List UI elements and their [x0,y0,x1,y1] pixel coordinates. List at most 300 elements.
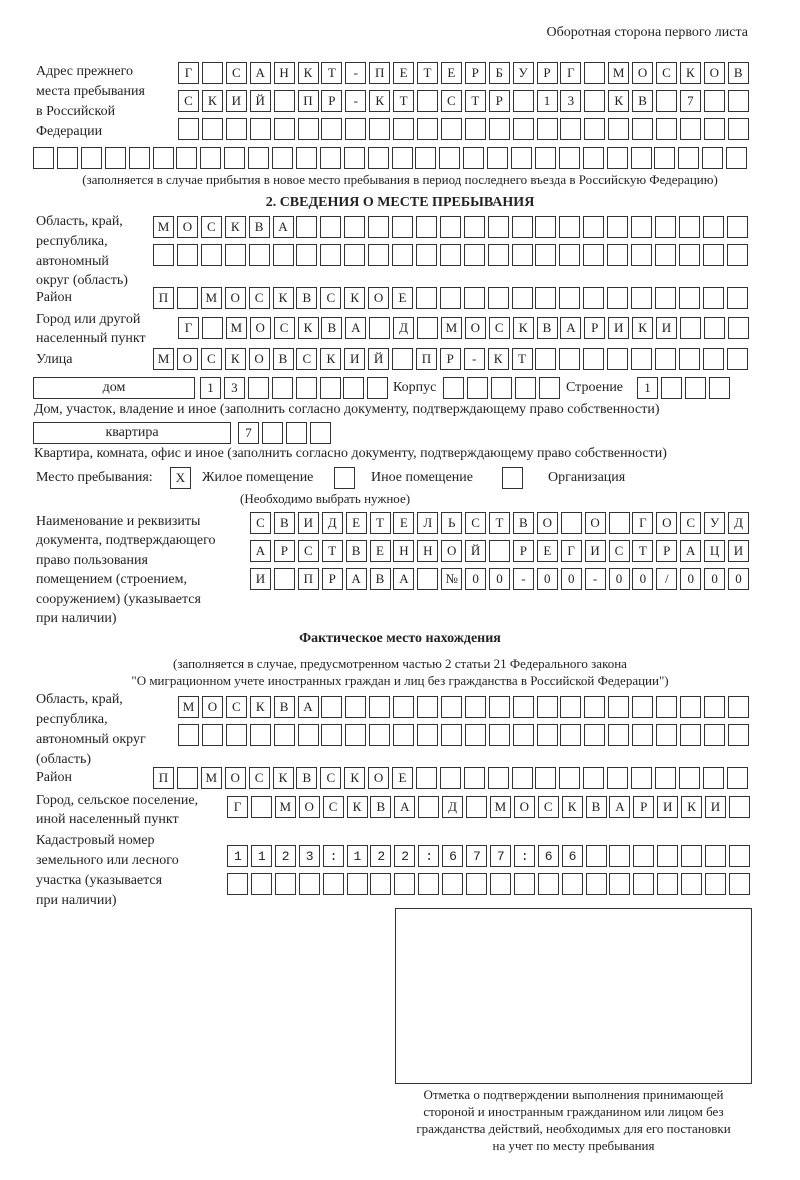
form-cell[interactable] [392,147,413,169]
form-cell[interactable]: И [585,540,606,562]
form-cell[interactable]: О [441,540,462,562]
form-cell[interactable] [537,696,558,718]
form-cell[interactable]: М [275,796,296,818]
form-cell[interactable] [728,90,749,112]
form-cell[interactable] [440,216,461,238]
form-cell[interactable]: Р [633,796,654,818]
form-cell[interactable]: М [153,348,174,370]
form-cell[interactable]: С [680,512,701,534]
form-cell[interactable]: С [226,696,247,718]
form-cell[interactable]: Т [512,348,533,370]
form-cell[interactable]: / [656,568,677,590]
form-cell[interactable] [729,845,750,867]
form-cell[interactable]: К [680,62,701,84]
form-cell[interactable] [299,873,320,895]
form-cell[interactable] [392,348,413,370]
form-cell[interactable] [323,873,344,895]
form-cell[interactable] [440,244,461,266]
form-cell[interactable]: С [296,348,317,370]
form-cell[interactable] [415,147,436,169]
form-cell[interactable] [537,724,558,746]
form-cell[interactable] [440,287,461,309]
form-cell[interactable] [176,147,197,169]
form-cell[interactable]: С [320,287,341,309]
form-cell[interactable] [702,147,723,169]
form-cell[interactable]: И [705,796,726,818]
form-cell[interactable]: С [656,62,677,84]
form-cell[interactable]: К [344,287,365,309]
form-cell[interactable] [320,377,341,399]
form-cell[interactable]: А [298,696,319,718]
form-cell[interactable]: С [489,317,510,339]
form-cell[interactable] [583,348,604,370]
form-cell[interactable]: Т [417,62,438,84]
form-cell[interactable]: 0 [489,568,510,590]
form-cell[interactable]: 0 [561,568,582,590]
form-cell[interactable] [609,873,630,895]
form-cell[interactable]: О [250,317,271,339]
form-cell[interactable] [464,244,485,266]
form-cell[interactable] [275,873,296,895]
form-cell[interactable] [539,377,560,399]
form-cell[interactable] [105,147,126,169]
form-cell[interactable]: С [323,796,344,818]
form-cell[interactable] [512,767,533,789]
form-cell[interactable]: К [347,796,368,818]
form-cell[interactable] [248,147,269,169]
form-cell[interactable]: 0 [465,568,486,590]
form-cell[interactable] [631,767,652,789]
form-cell[interactable]: В [370,568,391,590]
form-cell[interactable] [656,696,677,718]
form-cell[interactable]: Р [489,90,510,112]
form-cell[interactable] [562,873,583,895]
form-cell[interactable] [248,377,269,399]
form-cell[interactable]: Д [393,317,414,339]
form-cell[interactable]: Й [368,348,389,370]
form-cell[interactable] [538,845,559,867]
form-cell[interactable] [299,845,320,867]
form-cell[interactable] [631,147,652,169]
form-cell[interactable] [343,377,364,399]
form-cell[interactable] [703,767,724,789]
form-cell[interactable] [177,287,198,309]
form-cell[interactable]: П [416,348,437,370]
form-cell[interactable] [464,216,485,238]
form-cell[interactable] [559,767,580,789]
form-cell[interactable] [607,767,628,789]
form-cell[interactable] [393,696,414,718]
form-cell[interactable] [321,724,342,746]
form-cell[interactable] [466,796,487,818]
form-cell[interactable] [225,244,246,266]
form-cell[interactable]: В [321,317,342,339]
form-cell[interactable]: М [608,62,629,84]
form-cell[interactable] [369,317,390,339]
form-cell[interactable]: - [345,62,366,84]
form-cell[interactable] [251,796,272,818]
form-cell[interactable]: П [298,568,319,590]
form-cell[interactable] [417,724,438,746]
form-cell[interactable] [607,348,628,370]
form-cell[interactable] [368,147,389,169]
form-cell[interactable] [584,724,605,746]
form-cell[interactable] [511,147,532,169]
form-cell[interactable] [704,317,725,339]
form-cell[interactable]: С [609,540,630,562]
form-cell[interactable]: Б [489,62,510,84]
form-cell[interactable] [393,724,414,746]
form-cell[interactable]: К [250,696,271,718]
form-cell[interactable] [728,696,749,718]
form-cell[interactable]: Т [370,512,391,534]
form-cell[interactable] [464,767,485,789]
form-cell[interactable]: С [201,216,222,238]
form-cell[interactable] [272,377,293,399]
form-cell[interactable] [488,244,509,266]
form-cell[interactable]: М [178,696,199,718]
form-cell[interactable] [488,216,509,238]
form-cell[interactable] [417,696,438,718]
form-cell[interactable]: 7 [238,422,259,444]
form-cell[interactable]: Е [346,512,367,534]
form-cell[interactable]: А [394,796,415,818]
form-cell[interactable] [310,422,331,444]
form-cell[interactable] [727,287,748,309]
form-cell[interactable]: М [226,317,247,339]
form-cell[interactable] [262,422,283,444]
form-cell[interactable]: 3 [224,377,245,399]
form-cell[interactable]: О [537,512,558,534]
form-cell[interactable] [560,696,581,718]
form-cell[interactable] [490,845,511,867]
form-cell[interactable] [392,216,413,238]
form-cell[interactable] [679,287,700,309]
form-cell[interactable]: Й [250,90,271,112]
form-cell[interactable]: П [153,767,174,789]
form-cell[interactable]: И [226,90,247,112]
form-cell[interactable]: Е [392,287,413,309]
form-cell[interactable] [632,696,653,718]
form-cell[interactable]: В [537,317,558,339]
form-cell[interactable]: О [299,796,320,818]
form-cell[interactable] [535,147,556,169]
form-cell[interactable]: А [345,317,366,339]
form-cell[interactable] [298,724,319,746]
form-cell[interactable]: Д [728,512,749,534]
form-cell[interactable] [153,244,174,266]
form-cell[interactable] [633,845,654,867]
form-cell[interactable]: П [369,62,390,84]
form-cell[interactable] [704,724,725,746]
cadastral-row-1[interactable]: 1123:122:677:66 [227,845,593,867]
form-cell[interactable]: Т [465,90,486,112]
form-cell[interactable]: 1 [637,377,658,399]
form-cell[interactable] [586,873,607,895]
form-cell[interactable]: К [681,796,702,818]
form-cell[interactable] [679,767,700,789]
form-cell[interactable]: Т [322,540,343,562]
form-cell[interactable] [559,244,580,266]
form-cell[interactable]: 0 [632,568,653,590]
form-cell[interactable] [392,244,413,266]
form-cell[interactable] [129,147,150,169]
form-cell[interactable] [631,244,652,266]
form-cell[interactable]: И [657,796,678,818]
form-cell[interactable] [583,767,604,789]
form-cell[interactable]: 0 [728,568,749,590]
form-cell[interactable]: Г [561,540,582,562]
form-cell[interactable]: 1 [537,90,558,112]
form-cell[interactable] [685,377,706,399]
form-cell[interactable]: О [585,512,606,534]
form-cell[interactable]: Р [465,62,486,84]
form-cell[interactable] [467,377,488,399]
form-cell[interactable] [515,377,536,399]
form-cell[interactable] [703,244,724,266]
form-cell[interactable]: И [298,512,319,534]
form-cell[interactable] [680,317,701,339]
form-cell[interactable]: Е [392,767,413,789]
form-cell[interactable] [296,147,317,169]
form-cell[interactable]: В [274,512,295,534]
form-cell[interactable] [272,147,293,169]
form-cell[interactable] [583,287,604,309]
form-cell[interactable] [633,873,654,895]
form-cell[interactable]: Р [322,568,343,590]
form-cell[interactable] [227,873,248,895]
form-cell[interactable] [394,845,415,867]
form-cell[interactable] [559,147,580,169]
form-cell[interactable] [81,147,102,169]
form-cell[interactable]: 7 [680,90,701,112]
form-cell[interactable] [704,90,725,112]
form-cell[interactable]: Г [178,317,199,339]
form-cell[interactable]: К [225,348,246,370]
form-cell[interactable]: О [465,317,486,339]
form-cell[interactable] [729,873,750,895]
form-cell[interactable]: А [250,540,271,562]
form-cell[interactable] [727,216,748,238]
form-cell[interactable] [370,845,391,867]
form-cell[interactable]: Л [417,512,438,534]
form-cell[interactable] [583,216,604,238]
form-cell[interactable] [680,724,701,746]
form-cell[interactable] [727,244,748,266]
form-cell[interactable]: 0 [680,568,701,590]
form-cell[interactable] [681,873,702,895]
form-cell[interactable]: В [296,767,317,789]
form-cell[interactable]: А [346,568,367,590]
form-cell[interactable]: А [609,796,630,818]
form-cell[interactable]: М [441,317,462,339]
form-cell[interactable] [347,845,368,867]
form-cell[interactable]: С [298,540,319,562]
form-cell[interactable] [631,348,652,370]
form-cell[interactable] [345,724,366,746]
form-cell[interactable]: В [273,348,294,370]
form-cell[interactable] [369,696,390,718]
form-cell[interactable] [251,873,272,895]
form-cell[interactable]: Ц [704,540,725,562]
form-cell[interactable] [418,873,439,895]
form-cell[interactable] [274,90,295,112]
form-cell[interactable] [488,767,509,789]
form-cell[interactable] [535,287,556,309]
form-cell[interactable] [680,696,701,718]
form-cell[interactable] [489,540,510,562]
form-cell[interactable]: В [632,90,653,112]
form-cell[interactable] [274,724,295,746]
form-cell[interactable] [345,118,366,140]
form-cell[interactable] [679,244,700,266]
form-cell[interactable] [728,724,749,746]
form-cell[interactable] [489,696,510,718]
form-cell[interactable] [153,147,174,169]
form-cell[interactable] [535,348,556,370]
form-cell[interactable] [608,118,629,140]
form-cell[interactable]: Д [442,796,463,818]
form-cell[interactable]: Е [393,62,414,84]
option-checkbox-other-premises[interactable] [334,467,355,489]
form-cell[interactable] [655,348,676,370]
form-cell[interactable] [367,377,388,399]
form-cell[interactable] [512,244,533,266]
form-cell[interactable] [535,244,556,266]
form-cell[interactable] [656,724,677,746]
form-cell[interactable]: 0 [609,568,630,590]
form-cell[interactable] [561,512,582,534]
form-cell[interactable] [369,118,390,140]
form-cell[interactable]: А [560,317,581,339]
form-cell[interactable] [320,147,341,169]
form-cell[interactable]: Н [417,540,438,562]
form-cell[interactable] [227,845,248,867]
form-cell[interactable]: Е [393,512,414,534]
form-cell[interactable] [202,724,223,746]
form-cell[interactable] [463,147,484,169]
form-cell[interactable]: О [202,696,223,718]
form-cell[interactable]: В [728,62,749,84]
form-cell[interactable] [513,118,534,140]
form-cell[interactable]: Г [227,796,248,818]
form-cell[interactable]: К [513,317,534,339]
form-cell[interactable] [661,377,682,399]
form-cell[interactable] [323,845,344,867]
form-cell[interactable]: Т [393,90,414,112]
form-cell[interactable] [607,216,628,238]
form-cell[interactable] [439,147,460,169]
form-cell[interactable] [703,216,724,238]
form-cell[interactable]: Г [560,62,581,84]
form-cell[interactable]: - [513,568,534,590]
form-cell[interactable]: 3 [560,90,581,112]
form-cell[interactable] [560,724,581,746]
form-cell[interactable]: И [250,568,271,590]
form-cell[interactable]: М [201,767,222,789]
form-cell[interactable] [584,62,605,84]
form-cell[interactable] [609,845,630,867]
form-cell[interactable] [275,845,296,867]
form-cell[interactable] [489,118,510,140]
form-cell[interactable] [368,244,389,266]
form-cell[interactable] [249,244,270,266]
form-cell[interactable]: К [273,767,294,789]
form-cell[interactable] [513,90,534,112]
option-checkbox-organization[interactable] [502,467,523,489]
form-cell[interactable] [250,118,271,140]
form-cell[interactable] [347,873,368,895]
form-cell[interactable] [728,317,749,339]
form-cell[interactable]: К [369,90,390,112]
form-cell[interactable] [200,147,221,169]
form-cell[interactable]: 0 [704,568,725,590]
form-cell[interactable] [178,118,199,140]
form-cell[interactable] [466,845,487,867]
form-cell[interactable]: О [368,287,389,309]
form-cell[interactable] [607,147,628,169]
form-cell[interactable]: Р [656,540,677,562]
apartment-type-field[interactable]: квартира [33,422,231,444]
form-cell[interactable] [202,118,223,140]
form-cell[interactable]: К [562,796,583,818]
form-cell[interactable] [296,377,317,399]
form-cell[interactable] [417,118,438,140]
form-cell[interactable]: Р [440,348,461,370]
form-cell[interactable] [703,287,724,309]
form-cell[interactable] [487,147,508,169]
form-cell[interactable] [729,796,750,818]
form-cell[interactable]: С [249,767,270,789]
form-cell[interactable] [679,216,700,238]
form-cell[interactable] [538,873,559,895]
form-cell[interactable] [321,118,342,140]
form-cell[interactable]: В [513,512,534,534]
form-cell[interactable] [177,244,198,266]
form-cell[interactable] [608,696,629,718]
form-cell[interactable]: К [488,348,509,370]
form-cell[interactable]: В [274,696,295,718]
form-cell[interactable]: С [274,317,295,339]
form-cell[interactable] [177,767,198,789]
form-cell[interactable] [726,147,747,169]
form-cell[interactable] [655,244,676,266]
form-cell[interactable] [464,287,485,309]
form-cell[interactable] [418,845,439,867]
form-cell[interactable] [202,317,223,339]
option-checkbox-residential[interactable]: X [170,467,191,489]
form-cell[interactable]: У [704,512,725,534]
form-cell[interactable]: О [249,348,270,370]
form-cell[interactable] [512,216,533,238]
form-cell[interactable] [417,90,438,112]
form-cell[interactable]: С [538,796,559,818]
form-cell[interactable] [560,118,581,140]
form-cell[interactable]: В [249,216,270,238]
form-cell[interactable] [490,873,511,895]
form-cell[interactable] [368,216,389,238]
form-cell[interactable] [705,845,726,867]
form-cell[interactable]: Р [274,540,295,562]
form-cell[interactable]: Ь [441,512,462,534]
form-cell[interactable]: Т [321,62,342,84]
form-cell[interactable] [657,845,678,867]
form-cell[interactable]: И [344,348,365,370]
form-cell[interactable]: О [225,767,246,789]
form-cell[interactable] [727,348,748,370]
form-cell[interactable] [345,696,366,718]
form-cell[interactable] [296,244,317,266]
